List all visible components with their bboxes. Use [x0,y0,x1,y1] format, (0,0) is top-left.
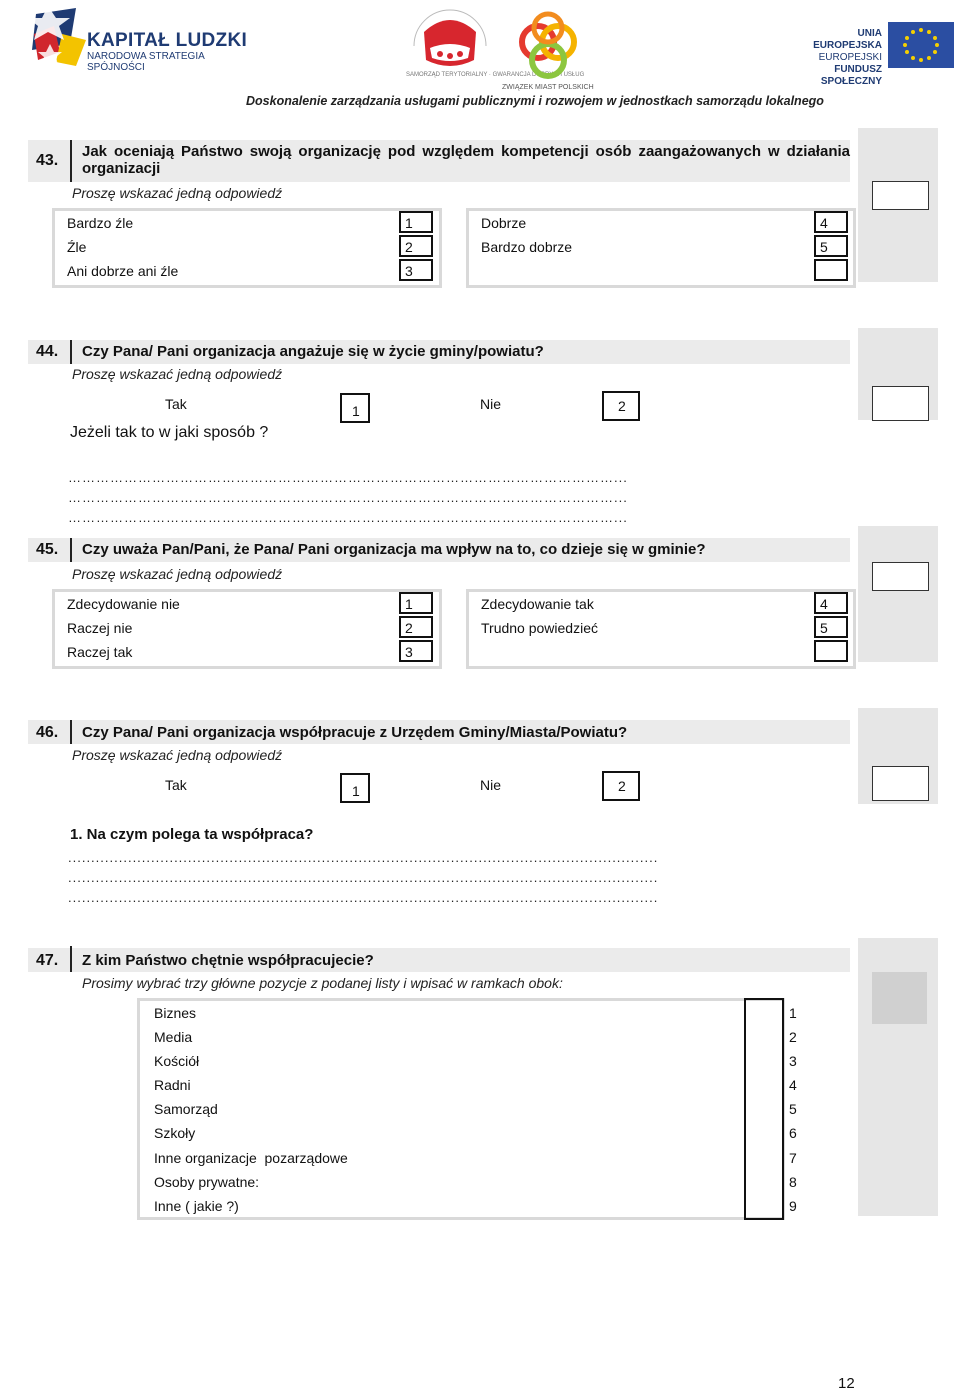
option-code: 5 [814,235,848,257]
option-code: 1 [399,211,433,233]
option-code: 2 [399,616,433,638]
st-logo-text: SAMORZĄD TERYTORIALNY · GWARANCJA DOBRYCH USŁUG [406,72,585,78]
q44-yes-code[interactable]: 1 [340,393,370,423]
q43-option-4[interactable] [469,211,853,235]
option-label: Trudno powiedzieć [481,620,598,636]
q45-option-empty [469,640,853,664]
q47-code-8: 8 [789,1174,797,1190]
q43-hint: Proszę wskazać jedną odpowiedź [72,185,283,201]
q47-item-8: Osoby prywatne: [154,1174,260,1190]
q47-hint: Prosimy wybrać trzy główne pozycje z podanej listy i wpisać w ramkach obok: [82,975,563,991]
ue-line2: EUROPEJSKI [818,52,882,63]
option-code: 4 [814,211,848,233]
q47-code-6: 6 [789,1125,797,1141]
q46-followup: 1. Na czym polega ta współpraca? [70,826,314,843]
q44-answer-line-2[interactable]: ………………………………………………………………………………………………………... [68,490,628,505]
option-label: Ani dobrze ani źle [67,263,179,279]
q44-answer-box[interactable] [872,386,929,421]
q45-options-right [466,589,856,669]
q44-followup: Jeżeli tak to w jaki sposób ? [70,424,269,441]
q47-code-2: 2 [789,1029,797,1045]
q43-question-line2: organizacji [82,160,161,177]
q43-answer-box[interactable] [872,181,929,210]
q47-item-6: Szkoły [154,1125,196,1141]
q47-item-2: Media [154,1029,193,1045]
q47-item-9: Inne ( jakie ?) [154,1198,239,1214]
q45-option-5[interactable] [469,616,853,640]
q43-option-3[interactable] [55,259,439,283]
zm-logo-text: ZWIĄZEK MIAST POLSKICH [502,84,594,91]
q46-answer-line-2[interactable]: ................................................................................................................................ [68,870,659,885]
q43-options-right [466,208,856,288]
option-label: Bardzo dobrze [481,239,573,255]
q43-options-left [52,208,442,288]
page-number: 12 [838,1375,855,1392]
kl-title: KAPITAŁ LUDZKI [87,30,248,51]
q46-question: Czy Pana/ Pani organizacja współpracuje z Urzędem Gminy/Miasta/Powiatu? [82,724,628,741]
q43-separator [70,140,72,182]
q44-no-code[interactable]: 2 [602,391,640,421]
q47-code-1: 1 [789,1005,797,1021]
q43-question [82,143,850,177]
q47-answer-box-1[interactable] [872,972,927,1024]
q46-hint: Proszę wskazać jedną odpowiedź [72,747,283,763]
q46-no-label: Nie [480,777,502,793]
zwiazek-miast-logo [500,0,600,94]
q43-question-line1: Jak oceniają Państwo swoją organizację pod względem kompetencji osób zaangażowanych w działania [82,143,850,160]
q47-code-4: 4 [789,1077,797,1093]
q44-answer-line-3[interactable]: ………………………………………………………………………………………………………... [68,510,628,525]
option-code: 4 [814,592,848,614]
option-code: 2 [399,235,433,257]
q47-item-7: Inne organizacje pozarządowe [154,1150,348,1166]
option-code: 1 [399,592,433,614]
q43-option-1[interactable] [55,211,439,235]
q46-answer-line-3[interactable]: ................................................................................................................................ [68,890,659,905]
option-label: Bardzo źle [67,215,134,231]
project-tagline: Doskonalenie zarządzania usługami publicznymi i rozwojem w jednostkach samorządu lokalnego [246,94,824,108]
q45-option-3[interactable] [55,640,439,664]
q47-entry-column[interactable] [744,998,784,1220]
kapital-ludzki-logo [26,4,256,78]
q45-answer-column [858,526,938,662]
q44-separator [70,340,72,364]
ue-line3: FUNDUSZ SPOŁECZNY [820,64,882,87]
option-code: 3 [399,640,433,662]
eu-flag-icon [888,22,954,68]
q44-hint: Proszę wskazać jedną odpowiedź [72,366,283,382]
q46-answer-box[interactable] [872,766,929,801]
option-code: 3 [399,259,433,281]
q44-question: Czy Pana/ Pani organizacja angażuje się w życie gminy/powiatu? [82,343,544,360]
q44-answer-line-1[interactable]: ………………………………………………………………………………………………………... [68,470,628,485]
q45-option-4[interactable] [469,592,853,616]
q46-separator [70,720,72,744]
q45-options-left [52,589,442,669]
ue-efs-logo [792,22,958,87]
option-label: Raczej nie [67,620,133,636]
q45-number: 45. [36,541,59,558]
q47-code-5: 5 [789,1101,797,1117]
q43-number: 43. [36,152,59,169]
option-label: Raczej tak [67,644,133,660]
option-label: Zdecydowanie nie [67,596,180,612]
kapital-ludzki-emblem-icon [26,4,96,76]
q43-option-5[interactable] [469,235,853,259]
q43-option-2[interactable] [55,235,439,259]
q46-number: 46. [36,724,59,741]
q47-item-4: Radni [154,1077,191,1093]
q45-option-2[interactable] [55,616,439,640]
option-code: 5 [814,616,848,638]
q46-no-code[interactable]: 2 [602,771,640,801]
option-code-empty [814,259,848,281]
q47-question: Z kim Państwo chętnie współpracujecie? [82,952,374,969]
kl-subtitle: NARODOWA STRATEGIA SPÓJNOŚCI [87,51,205,73]
q45-answer-box[interactable] [872,562,929,591]
ue-line1: UNIA EUROPEJSKA [813,28,882,51]
q47-item-5: Samorząd [154,1101,218,1117]
q47-code-9: 9 [789,1198,797,1214]
q45-hint: Proszę wskazać jedną odpowiedź [72,566,283,582]
q44-yes-label: Tak [165,396,187,412]
q46-answer-line-1[interactable]: ................................................................................................................................ [68,850,659,865]
q44-no-label: Nie [480,396,502,412]
q47-item-3: Kościół [154,1053,200,1069]
option-label: Zdecydowanie tak [481,596,594,612]
q45-option-1[interactable] [55,592,439,616]
option-code-empty [814,640,848,662]
option-label: Dobrze [481,215,527,231]
q46-yes-code[interactable]: 1 [340,773,370,803]
option-label: Źle [67,239,87,255]
q45-separator [70,538,72,562]
q47-number: 47. [36,952,59,969]
q47-separator [70,946,72,972]
q47-code-3: 3 [789,1053,797,1069]
q47-code-7: 7 [789,1150,797,1166]
q45-question: Czy uważa Pan/Pani, że Pana/ Pani organizacja ma wpływ na to, co dzieje się w gminie? [82,541,706,558]
q47-item-1: Biznes [154,1005,197,1021]
q44-number: 44. [36,343,59,360]
q43-option-empty [469,259,853,283]
q46-yes-label: Tak [165,777,187,793]
